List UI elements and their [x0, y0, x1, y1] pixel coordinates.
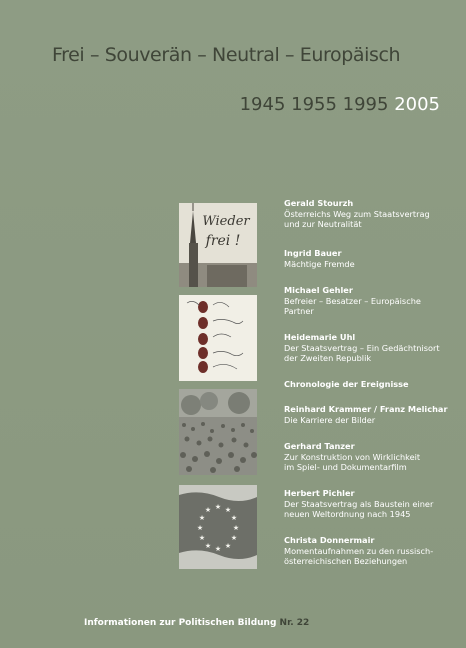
svg-text:★: ★ [230, 534, 238, 542]
svg-text:★: ★ [214, 545, 222, 553]
series-footer [84, 618, 309, 628]
series-name: Informationen zur Politischen Bildung [84, 618, 280, 628]
toc-author: Michael Gehler [284, 285, 353, 295]
toc-author: Ingrid Bauer [284, 248, 342, 258]
svg-text:★: ★ [204, 542, 212, 550]
toc-author: Gerhard Tanzer [284, 441, 355, 451]
cover-title: Frei – Souverän – Neutral – Europäisch [52, 44, 401, 66]
frei-text: frei ! [205, 233, 241, 249]
toc-author: Reinhard Krammer / Franz Melichar [284, 404, 448, 414]
svg-text:★: ★ [230, 514, 238, 522]
svg-text:★: ★ [224, 506, 232, 514]
toc-title: Momentaufnahmen zu den russisch- österreichischen Beziehungen [284, 545, 434, 566]
svg-text:★: ★ [198, 534, 206, 542]
cover-years [240, 94, 440, 115]
toc-entry [284, 332, 460, 364]
wieder-frei-poster-image [179, 203, 257, 287]
toc-entry [284, 379, 460, 390]
toc-entry [284, 198, 460, 230]
svg-text:★: ★ [232, 524, 240, 532]
toc-author: Christa Donnermair [284, 535, 375, 545]
toc-entry [284, 404, 460, 425]
crowd-photo-image [179, 389, 257, 475]
svg-text:★: ★ [214, 503, 222, 511]
signatures-document-image [179, 295, 257, 381]
wieder-text: Wieder [202, 214, 250, 229]
issue-number: Nr. 22 [279, 618, 310, 628]
toc-entry [284, 441, 460, 473]
toc-title: Der Staatsvertrag als Baustein einer neuen Weltordnung nach 1945 [284, 498, 434, 519]
toc-title: Zur Konstruktion von Wirklichkeit im Spiel- und Dokumentarfilm [284, 451, 421, 472]
svg-text:★: ★ [224, 542, 232, 550]
svg-text:★: ★ [204, 506, 212, 514]
toc-title: Die Karriere der Bilder [284, 414, 376, 425]
toc-author: Herbert Pichler [284, 488, 355, 498]
toc-entry [284, 535, 460, 567]
toc-entry [284, 285, 460, 317]
toc-title: Der Staatsvertrag – Ein Gedächtnisort der Zweiten Republik [284, 342, 440, 363]
toc-entry [284, 248, 460, 269]
toc-title: Österreichs Weg zum Staatsvertrag und zur Neutralität [284, 208, 430, 229]
svg-text:★: ★ [196, 524, 204, 532]
svg-text:★: ★ [198, 514, 206, 522]
toc-author: Gerald Stourzh [284, 198, 354, 208]
toc-title: Mächtige Fremde [284, 258, 355, 269]
toc-entry [284, 488, 460, 520]
toc-author: Heidemarie Uhl [284, 332, 356, 342]
toc-author: Chronologie der Ereignisse [284, 379, 409, 389]
years-highlight: 2005 [394, 94, 440, 115]
eu-flag-image [179, 485, 257, 569]
years-gray: 1945 1955 1995 [239, 94, 395, 115]
toc-title: Befreier – Besatzer – Europäische Partner [284, 295, 421, 316]
